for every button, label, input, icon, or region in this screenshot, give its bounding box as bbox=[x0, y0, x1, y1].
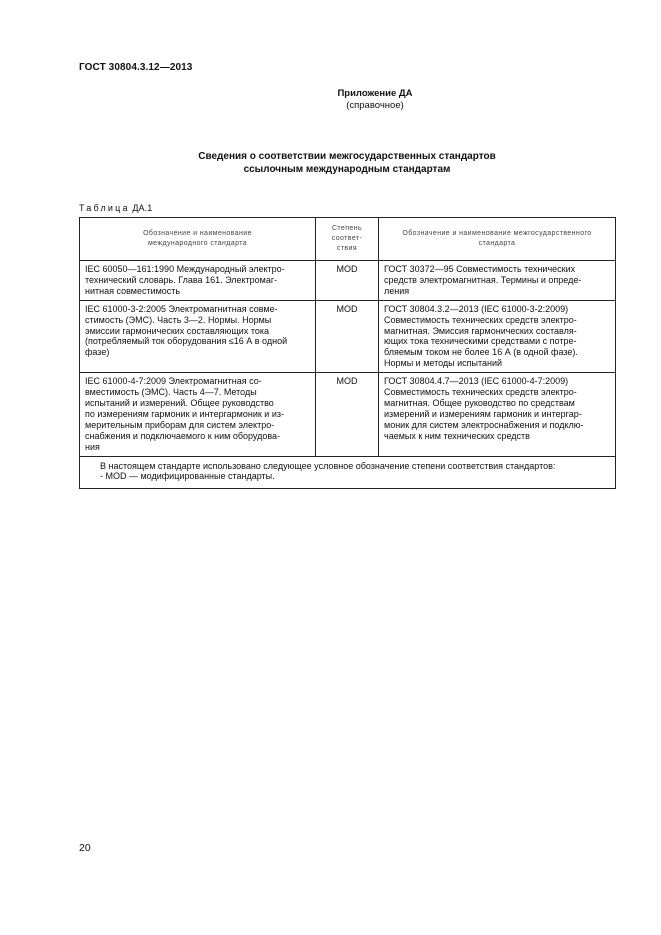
section-title-line-2: ссылочным международным стандартам bbox=[243, 163, 451, 175]
annex-subtitle: (справочное) bbox=[346, 99, 404, 111]
section-title-line-1: Сведения о соответствии межгосударственных стандартов bbox=[198, 151, 496, 162]
header-interstate: Обозначение и наименование межгосударственного стандарта bbox=[379, 218, 616, 261]
table-caption bbox=[79, 203, 152, 213]
table-note bbox=[80, 456, 616, 489]
cell-international: IEC 60050—161:1990 Международный электро- технический словарь. Глава 161. Электромаг- нитная совместимость bbox=[80, 261, 316, 301]
cell-interstate: ГОСТ 30372—95 Совместимость технических средств электромагнитная. Термины и опреде- ления bbox=[379, 261, 616, 301]
cell-interstate: ГОСТ 30804.3.2—2013 (IEC 61000-3-2:2009) Совместимость технических средств электро- магнитная. Эмиссия гармонических составля- ющих тока техническими средствами с потре- бляемым током не более 16 А (в одной фазе). Нормы и методы испытаний bbox=[379, 300, 616, 372]
table-row bbox=[80, 300, 616, 372]
cell-degree: MOD bbox=[316, 373, 379, 456]
table-caption-prefix: Таблица bbox=[79, 203, 130, 213]
cell-international: IEC 61000-4-7:2009 Электромагнитная со- вместимость (ЭМС). Часть 4—7. Методы испытаний и измерений. Общее руководство по измерениям гармоник и интергармоник и из- мерительным приборам для систем электро- снабжения и подключаемого к ним оборудова- ния bbox=[80, 373, 316, 456]
table-note-row bbox=[80, 456, 616, 489]
header-degree: Степень соответ- ствия bbox=[316, 218, 379, 261]
page-number: 20 bbox=[79, 842, 91, 854]
table-caption-id: ДА.1 bbox=[132, 203, 153, 213]
cell-interstate: ГОСТ 30804.4.7—2013 (IEC 61000-4-7:2009) Совместимость технических средств электро- магнитная. Общее руководство по средствам измерений и измерениям гармоник и интергар- моник для систем электроснабжения и подклю- чаемых к ним технических средств bbox=[379, 373, 616, 456]
standards-table bbox=[79, 217, 616, 489]
annex-title: Приложение ДА bbox=[337, 88, 413, 99]
table-header-row bbox=[80, 218, 616, 261]
table-note-line-2: - MOD — модифицированные стандарты. bbox=[100, 471, 275, 482]
table-note-line-1: В настоящем стандарте использовано следующее условное обозначение степени соответствия стандартов: bbox=[100, 460, 556, 471]
annex-heading bbox=[250, 88, 500, 111]
document-header: ГОСТ 30804.3.12—2013 bbox=[79, 62, 193, 73]
table-row bbox=[80, 373, 616, 456]
header-international: Обозначение и наименование международного стандарта bbox=[80, 218, 316, 261]
cell-degree: MOD bbox=[316, 261, 379, 301]
cell-degree: MOD bbox=[316, 300, 379, 372]
table-row bbox=[80, 261, 616, 301]
section-title bbox=[79, 151, 615, 176]
cell-international: IEC 61000-3-2:2005 Электромагнитная совме- стимость (ЭМС). Часть 3—2. Нормы. Нормы эмиссии гармонических составляющих тока (потребляемый ток оборудования ≤16 А в одной фазе) bbox=[80, 300, 316, 372]
